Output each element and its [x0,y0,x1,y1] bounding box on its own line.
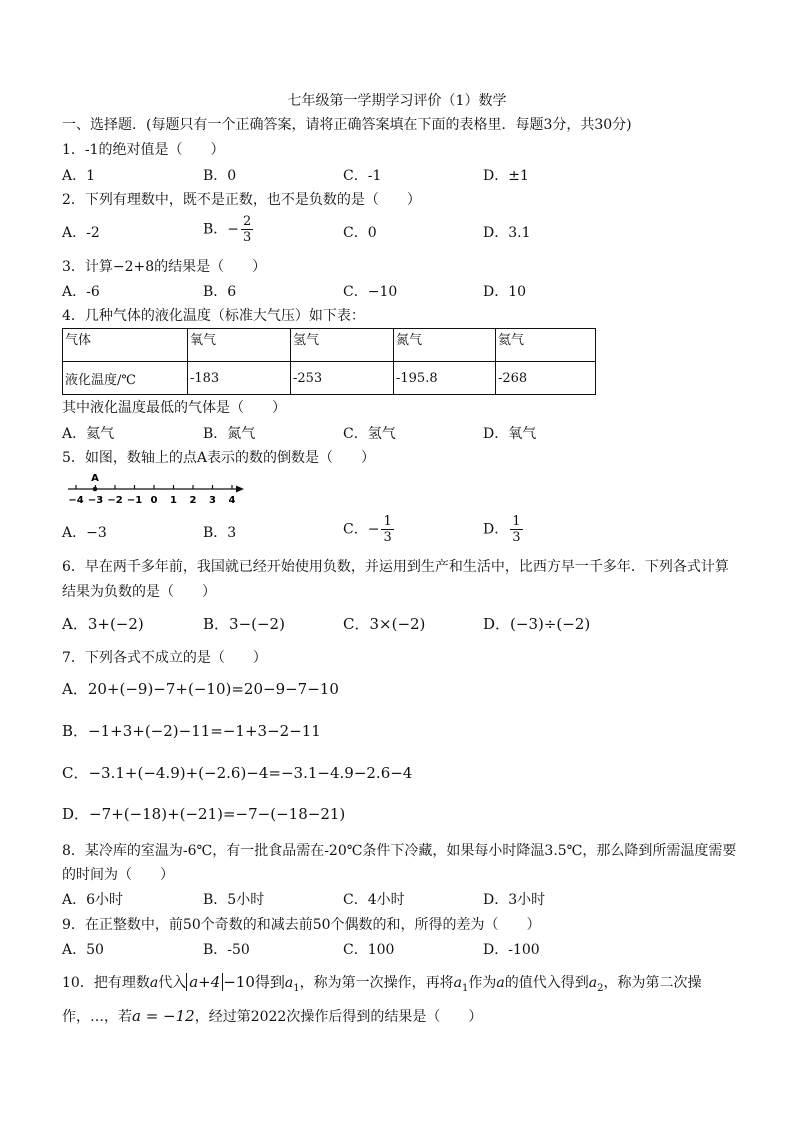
question-10-stem-line2 [62,1007,482,1026]
q5-option-d-fraction [510,514,522,545]
table-cell: 气体 [63,329,188,362]
q2-option-b-fraction [241,214,253,245]
q8-option-a[interactable]: A．6小时 [62,892,124,908]
q6-option-b[interactable]: B．3−(−2) [203,615,285,633]
question-5-stem: 5．如图，数轴上的点A表示的数的倒数是（ ） [62,450,376,466]
question-3-stem: 3．计算−2+8的结果是（ ） [62,259,267,275]
fraction-numerator: 1 [512,514,521,529]
q10-var-a2: a [588,975,598,991]
q5-option-d-prefix: D． [483,521,509,538]
q7-option-c[interactable]: C．−3.1+(−4.9)+(−2.6)−4=−3.1−4.9−2.6−4 [62,764,413,782]
q6-option-a[interactable]: A．3+(−2) [62,615,144,633]
table-cell: -195.8 [394,362,496,395]
number-line-tick-label: −4 [68,495,84,506]
q5-option-d[interactable] [483,514,523,545]
page-title: 七年级第一学期学习评价（1）数学 [287,93,507,109]
q4-option-c[interactable]: C．氢气 [343,426,396,442]
q1-option-d[interactable]: D．±1 [483,168,529,184]
q9-option-a[interactable]: A．50 [62,942,104,958]
q9-option-d[interactable]: D．-100 [483,942,540,958]
q2-option-c[interactable]: C．0 [343,225,377,241]
q10-equation: a = −12 [132,1007,195,1025]
number-line-tick-label: 3 [209,495,216,506]
table-cell: 氢气 [291,329,394,362]
q2-option-d[interactable]: D．3.1 [483,225,531,241]
table-header-row [63,329,596,362]
question-7-stem: 7．下列各式不成立的是（ ） [62,650,267,666]
q10-var-a1: a [453,975,462,991]
number-line-tick-label: −2 [107,495,123,506]
question-1-stem: 1．-1的绝对值是（ ） [62,142,225,158]
q10-var-a: a [149,975,159,991]
table-cell: -253 [291,362,394,395]
q1-option-b[interactable]: B．0 [203,168,237,184]
q9-option-b[interactable]: B．-50 [203,942,250,958]
number-line-tick-label: 2 [189,495,197,506]
q6-option-c[interactable]: C．3×(−2) [343,615,426,633]
question-2-stem: 2．下列有理数中，既不是正数，也不是负数的是（ ） [62,192,421,208]
q10-text: 10．把有理数 [62,975,150,991]
table-cell: 氮气 [394,329,496,362]
fraction-numerator: 1 [383,514,392,529]
q10-sub: 1 [462,982,469,994]
q2-option-b-prefix: B．− [203,221,240,238]
q7-option-d[interactable]: D．−7+(−18)+(−21)=−7−(−18−21) [62,805,346,823]
q4-option-a[interactable]: A．氦气 [62,426,115,442]
q10-text: 作为 [468,975,497,991]
q3-option-b[interactable]: B．6 [203,284,237,300]
q10-text: −10得到 [223,973,285,991]
table-cell: -268 [496,362,596,395]
q1-option-a[interactable]: A．1 [62,168,96,184]
q7-option-a[interactable]: A．20+(−9)−7+(−10)=20−9−7−10 [62,680,339,698]
number-line-tick-label: 4 [228,495,236,506]
q10-sub: 1 [293,982,300,994]
q10-text: ，称为第一次操作，再将 [299,975,454,991]
fraction-denominator: 3 [512,530,521,545]
fraction-denominator: 3 [243,230,252,245]
q4-option-d[interactable]: D．氧气 [483,426,537,442]
q3-option-a[interactable]: A．-6 [62,284,100,300]
number-line-tick-label: 1 [170,495,177,506]
q10-text: 代入 [158,975,187,991]
q1-option-c[interactable]: C．-1 [343,168,382,184]
question-6-stem-line1: 6．早在两千多年前，我国就已经开始使用负数，并运用到生产和生活中，比西方早一千多年．下列各式计算 [62,559,729,575]
q7-option-b[interactable]: B．−1+3+(−2)−11=−1+3−2−11 [62,722,321,740]
number-line-tick-label: −3 [87,495,104,506]
q5-option-b[interactable]: B．3 [203,525,237,541]
question-8-stem-line2: 的时间为（ ） [62,867,174,883]
q10-text: 的值代入得到 [504,975,589,991]
q2-option-a[interactable]: A．-2 [62,225,100,241]
q6-option-d[interactable]: D．(−3)÷(−2) [483,615,591,633]
q10-text: 作，…，若 [62,1009,132,1025]
q10-absolute-value [186,973,223,991]
question-10-stem-line1 [62,973,701,998]
question-4-stem: 4．几种气体的液化温度（标准大气压）如下表： [62,308,365,324]
fraction-denominator: 3 [383,530,392,545]
question-4-question: 其中液化温度最低的气体是（ ） [62,400,286,416]
q10-text: ，经过第2022次操作后得到的结果是（ ） [194,1009,483,1025]
q5-option-c-prefix: C．− [343,521,380,538]
q10-sub: 2 [597,982,604,994]
number-line-tick-label: 0 [150,495,158,506]
number-line-arrow [236,486,244,493]
q5-option-c-fraction [381,514,393,545]
number-line-figure [62,472,246,508]
fraction-numerator: 2 [243,214,252,229]
q9-option-c[interactable]: C．100 [343,942,395,958]
q10-text: ，称为第二次操 [603,975,702,991]
q10-var-a: a [496,975,505,991]
point-a-label: A [91,473,99,484]
question-6-stem-line2: 结果为负数的是（ ） [62,584,216,600]
q10-abs-inner: a+4 [189,973,221,991]
table-cell: 液化温度/℃ [63,362,188,395]
question-9-stem: 9．在正整数中，前50个奇数的和减去前50个偶数的和，所得的差为（ ） [62,917,541,933]
table-cell: 氦气 [496,329,596,362]
table-cell: 氧气 [188,329,291,362]
q8-option-c[interactable]: C．4小时 [343,892,405,908]
q4-option-b[interactable]: B．氮气 [203,426,256,442]
q5-option-c[interactable] [343,514,394,545]
q8-option-b[interactable]: B．5小时 [203,892,265,908]
table-cell: -183 [188,362,291,395]
q5-option-a[interactable]: A．−3 [62,525,107,541]
section-heading: 一、选择题．(每题只有一个正确答案，请将正确答案填在下面的表格里．每题3分，共30分) [62,117,632,133]
q10-var-a1: a [284,975,294,991]
number-line-tick-label: −1 [126,495,143,506]
q2-option-b[interactable] [203,214,253,245]
question-8-stem-line1: 8．某冷库的室温为-6℃，有一批食品需在-20℃条件下冷藏，如果每小时降温3.5℃，那么降到所需温度需要 [62,843,737,859]
gas-temperature-table [62,328,596,395]
q3-option-c[interactable]: C．−10 [343,284,398,300]
q8-option-d[interactable]: D．3小时 [483,892,546,908]
table-row [63,362,596,395]
q3-option-d[interactable]: D．10 [483,284,527,300]
